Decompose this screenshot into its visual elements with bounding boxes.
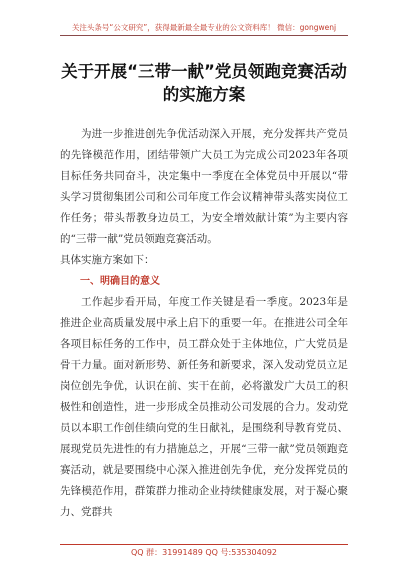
title-line-2: 的实施方案: [162, 85, 246, 104]
intro-tail: 具体实施方案如下：: [60, 254, 155, 266]
title-line-1: 关于开展“三带一献”党员领跑竞赛活动: [61, 62, 347, 81]
section-heading-1: 一、明确目的意义: [80, 276, 160, 287]
promo-banner: 关注头条号“公文研究”，获得最新最全最专业的公文资料库！ 微信：gongwenj: [60, 20, 348, 36]
intro-paragraph: 为进一步推进创先争优活动深入开展，充分发挥共产党员的先锋模范作用，团结带领广大员工为完成公司2023年各项目标任务共同奋斗，决定集中一季度在全体党员中开展以“带头学习贯彻集团公司和公司年度工作会议精神带头落实岗位工作任务；带头帮教身边员工，为安全增效献计策”为主要内容的“三带一献”党员领跑竞赛活动。: [60, 128, 348, 245]
contact-footer: QQ 群：31991489 QQ 号:535304092: [60, 544, 348, 561]
section-1-paragraph: 工作起步看开局，年度工作关键是看一季度。2023年是推进企业高质量发展中承上启下的重要一年。在推进公司全年各项目标任务的工作中，员工群众处于主体地位，广大党员是骨干力量。面对新形势、新任务和新要求，深入发动党员立足岗位创先争优，认识在前、实干在前，必将激发广大员工的积极性和创造性，进一步形成全员推动公司发展的合力。发动党员以本职工作创佳绩向党的生日献礼，是围绕利导教育党员、展现党员先进性的有力措施总之，开展“三带一献”党员领跑竞赛活动，就是要围绕中心深入推进创先争优，充分发挥党员的先锋模范作用，群策群力推动企业持续健康发展，对于凝心聚力、党群共: [60, 296, 348, 518]
document-title: [40, 60, 368, 106]
document-body: [60, 124, 348, 523]
